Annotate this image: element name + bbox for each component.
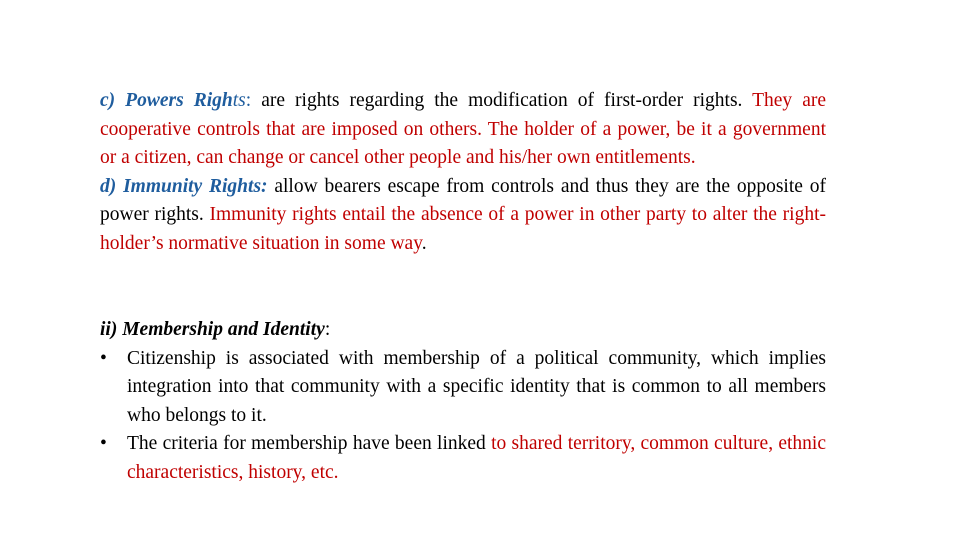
rights-text-block [100,87,826,259]
membership-heading-colon: : [324,319,331,340]
immunity-rights-label: d) Immunity Rights: [100,175,268,197]
immunity-definition: allow bearers escape from controls and thus they are the opposite of power rights. [100,175,826,226]
powers-definition: are rights regarding the modification of first-order rights. [261,90,753,111]
membership-text-block [100,316,826,488]
list-item [100,345,826,431]
powers-explanation: They are cooperative controls that are imposed on others. The holder of a power, be it a government or a citizen, can change or cancel other people and his/her own entitlements. [100,90,826,169]
list-item [100,430,826,487]
powers-rights-paragraph [100,87,826,173]
immunity-rights-paragraph [100,173,826,259]
bullet-icon: • [100,433,107,455]
powers-colon: : [245,90,262,111]
bullet-icon: • [100,347,107,369]
membership-heading [100,316,826,345]
powers-rights-label: c) Powers Rights [100,90,246,111]
immunity-end: . [421,232,427,254]
bullet-text: The criteria for membership have been linked [127,433,492,455]
membership-heading-text: ii) Membership and Identity [100,319,325,340]
bullet-text-highlight: to shared territory, common culture, ethnic characteristics, history, etc. [127,433,827,483]
bullet-text: Citizenship is associated with membership of a political community, which implies integration into that community with a specific identity that is common to all members who belongs to it. [127,347,826,426]
immunity-explanation: Immunity rights entail the absence of a power in other party to alter the right-holder’s normative situation in some way [100,204,826,254]
